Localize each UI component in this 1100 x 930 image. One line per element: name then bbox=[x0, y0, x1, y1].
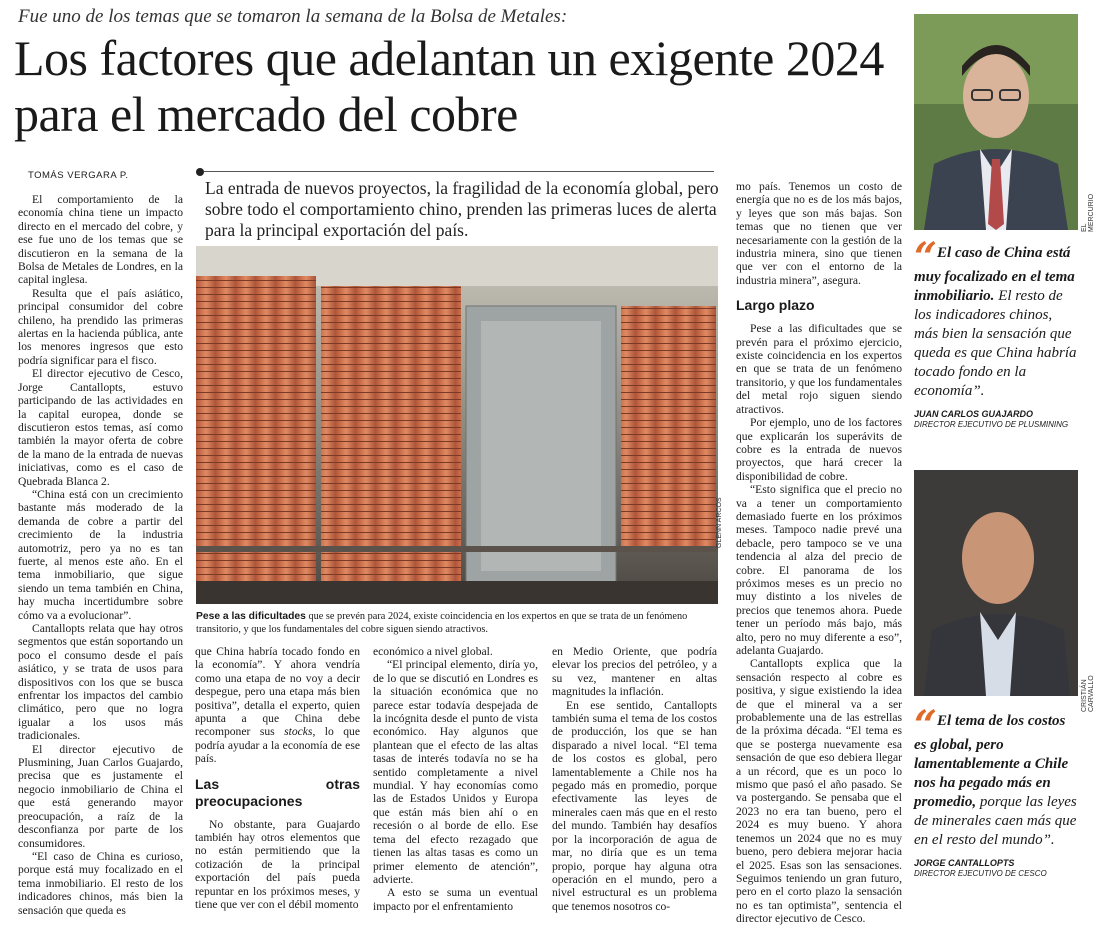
text: que China habría tocado fondo en la economía”. Y ahora vendría como una etapa de no voy a decir despegue, pero una etapa más bien positiva”, detalla el experto, quien apunta a que China debe recomponer sus bbox=[195, 645, 360, 739]
column-5 bbox=[736, 180, 902, 926]
paragraph: “Esto significa que el precio no va a tener un comportamiento demasiado fuerte en los próximos meses. Tampoco nadie prevé una debacle, pero tampoco se ve una tendencia al alza del precio de cobre. El panorama de los próximos meses es un precio no muy distinto a los niveles de precios que tenemos ahora. Puede tener un período más bajo, más alto, pero no muy diferente a eso”, adelanta Guajardo. bbox=[736, 483, 902, 657]
paragraph: El director ejecutivo de Plusmining, Juan Carlos Guajardo, precisa que es justamente el negocio inmobiliario de China el que está generando mayor preocupación, a raíz de la desconfianza por parte de los consumidores. bbox=[18, 742, 183, 850]
paragraph: El director ejecutivo de Cesco, Jorge Cantallopts, estuvo participando de las actividades en la capital europea, donde se discutieron estos temas, así como también la mayor oferta de cobre de la mano de la entrada de nuevas iniciativas, como es el caso de Quebrada Blanca 2. bbox=[18, 367, 183, 488]
caption-text: que se prevén para 2024, existe coincidencia en los expertos en que se trata de un fenómeno transitorio, y que los fundamentales del cobre siguen siendo atractivos. bbox=[196, 611, 688, 635]
subheading: Las otras preocupaciones bbox=[195, 775, 360, 809]
quote-author-role: DIRECTOR EJECUTIVO DE CESCO bbox=[914, 869, 1047, 878]
portrait-illustration bbox=[914, 470, 1078, 696]
photo-illustration bbox=[196, 246, 718, 604]
photo-caption bbox=[196, 610, 718, 636]
copper-cathodes-photo bbox=[196, 246, 718, 604]
paragraph: “China está con un crecimiento bastante más moderado de la demanda de cobre a partir del crecimiento de la industria automotriz, pero ya no es tan fuerte, al menos este año. En el tema inmobiliario, que sigue siendo un tema también en China, hay mucha incertidumbre sobre cómo va a evolucionar”. bbox=[18, 487, 183, 622]
headline: Los factores que adelantan un exigente 2024 para el mercado del cobre bbox=[14, 30, 884, 142]
column-4 bbox=[552, 645, 717, 913]
column-2 bbox=[195, 645, 360, 912]
portrait-illustration bbox=[914, 14, 1078, 230]
paragraph: No obstante, para Guajardo también hay otros elementos que no están permitiendo que la cotización de la principal exportación del país pueda repuntar en los próximos meses, y tiene que ver con el débil momento bbox=[195, 817, 360, 912]
text: , lo que podría ayudar a la economía de ese país. bbox=[195, 725, 360, 766]
paragraph: económico a nivel global. bbox=[373, 645, 493, 658]
paragraph: Cantallopts explica que la sensación respecto al cobre es positiva, y sigue existiendo la idea de que el mineral va a ser probablemente una de las estrellas de la próxima década. “El tema es que se posterga nuevamente esa sensación de que eso debiera llegar a un récord, que es un poco lo mismo que pasó el año pasado. Se va postergando. Se pensaba que el 2023 no era tan bueno, pero el 2024 es muy bueno. Y ahora tenemos un 2024 que no es muy bueno, pero debiera mejorar hacia el 2025. Esas son las sensaciones. Seguimos teniendo un gran futuro, pero en el corto plazo la sensación no es tan optimista”, sentencia el director ejecutivo de Cesco. bbox=[736, 657, 902, 926]
byline: TOMÁS VERGARA P. bbox=[28, 170, 129, 181]
photo-credit: EL MERCURIO bbox=[1081, 193, 1095, 232]
quote-author-role: DIRECTOR EJECUTIVO DE PLUSMINING bbox=[914, 420, 1069, 429]
lead-paragraph: La entrada de nuevos proyectos, la fragilidad de la economía global, pero sobre todo el comportamiento chino, prenden las primeras luces de alerta para la principal exportación del país. bbox=[205, 178, 719, 240]
paragraph bbox=[195, 645, 360, 766]
portrait-cantallopts bbox=[914, 470, 1078, 696]
quote-author: JORGE CANTALLOPTS bbox=[914, 858, 1015, 868]
rule-line bbox=[204, 171, 714, 172]
paragraph: “El principal elemento, diría yo, de lo que se discutió en Londres es la situación económica que no parece estar todavía despejada de la incógnita desde el punto de vista económico. Hay algunos que plantean que el efecto de las altas tasas de interés todavía no se ha sentido completamente a nivel mundial. Y hay economías como las de Estados Unidos y Europa que están más bien ahí o en recesión o al borde de ello. Ese tema del efecto rezagado que tienen las altas tasas es como un primer elemento de atención”, advierte. bbox=[373, 658, 538, 886]
quote-mark-icon: “ bbox=[914, 234, 932, 281]
quote-bold: El caso de China está muy focalizado en el tema inmobiliario. bbox=[914, 245, 1075, 304]
paragraph: A esto se suma un eventual impacto por el enfrentamiento bbox=[373, 886, 538, 913]
photo-credit: CRISTIÁN CARVALLO bbox=[1081, 675, 1095, 712]
pull-quote-cantallopts bbox=[914, 702, 1078, 879]
quote-mark-icon: “ bbox=[914, 702, 932, 749]
quote-bold: El tema de los costos es global, pero lamentablemente a Chile nos ha pegado más en promedio, bbox=[914, 713, 1069, 810]
paragraph: Resulta que el país asiático, principal consumidor del cobre chileno, ha prendido las primeras alertas en la hacienda pública, ante los menores ingresos que esto podría significar para el fisco. bbox=[18, 286, 183, 367]
quote-text: El resto de los indicadores chinos, más bien la sensación que queda es que China habría tocado fondo en la economía”. bbox=[914, 288, 1077, 399]
column-1 bbox=[18, 193, 183, 917]
kicker: Fue uno de los temas que se tomaron la semana de la Bolsa de Metales: bbox=[18, 6, 568, 27]
paragraph: mo país. Tenemos un costo de energía que no es de los más bajos, y leyes que son más bajas. Son temas que no tienen que ver necesariamente con la gestión de la industria minera, sino que tienen que ver con el entorno de la industria minera”, asegura. bbox=[736, 180, 902, 287]
subheading: Largo plazo bbox=[736, 297, 815, 314]
paragraph: El comportamiento de la economía china tiene un impacto directo en el mercado del cobre, y ese fue uno de los temas que se discutieron en la semana de la Bolsa de Metales de Londres, en la capital inglesa. bbox=[18, 193, 183, 287]
quote-text: porque las leyes de minerales caen más que en el resto del mundo”. bbox=[914, 794, 1077, 848]
quote-author: JUAN CARLOS GUAJARDO bbox=[914, 409, 1034, 419]
paragraph: en Medio Oriente, que podría elevar los precios del petróleo, y a su vez, mantener en altas magnitudes la inflación. bbox=[552, 645, 717, 699]
photo-credit: GLENN ARCOS bbox=[716, 497, 723, 548]
caption-bold: Pese a las dificultades bbox=[196, 611, 306, 622]
paragraph: Cantallopts relata que hay otros segmentos que están soportando un poco el consumo desde el país asiático, y se trata de usos para dispositivos con los que se busca enfrentar los impactos del cambio climático, pero que no logra igualar a los usos más tradicionales. bbox=[18, 622, 183, 743]
italic-text: stocks bbox=[284, 725, 313, 739]
portrait-guajardo bbox=[914, 14, 1078, 230]
paragraph: Pese a las dificultades que se prevén para el próximo ejercicio, existe coincidencia en los expertos en que se trata de un fenómeno transitorio, y que los fundamentales del metal rojo siguen siendo atractivos. bbox=[736, 322, 902, 416]
rule-dot bbox=[196, 168, 204, 176]
paragraph: Por ejemplo, uno de los factores que explicarán los superávits de cobre es la entrada de nuevos proyectos, que hará crecer la disponibilidad de cobre. bbox=[736, 416, 902, 483]
paragraph: “El caso de China es curioso, porque está muy focalizado en el tema inmobiliario. El resto de los indicadores chinos, más bien la sensación que queda es bbox=[18, 849, 183, 917]
column-3 bbox=[373, 645, 538, 913]
pull-quote-guajardo bbox=[914, 234, 1078, 430]
paragraph: En ese sentido, Cantallopts también suma el tema de los costos de producción, los que se han disparado a nivel local. “El tema de los costos es global, pero lamentablemente a Chile nos ha pegado más en promedio, porque efectivamente las leyes de minerales caen más que en el resto del mundo. También hay desafíos por la incorporación de agua de mar, no diría que es un tema propio, porque hay alguna otra operación en el mundo, pero a nivel estructural es un problema que tenemos nosotros co- bbox=[552, 698, 717, 913]
